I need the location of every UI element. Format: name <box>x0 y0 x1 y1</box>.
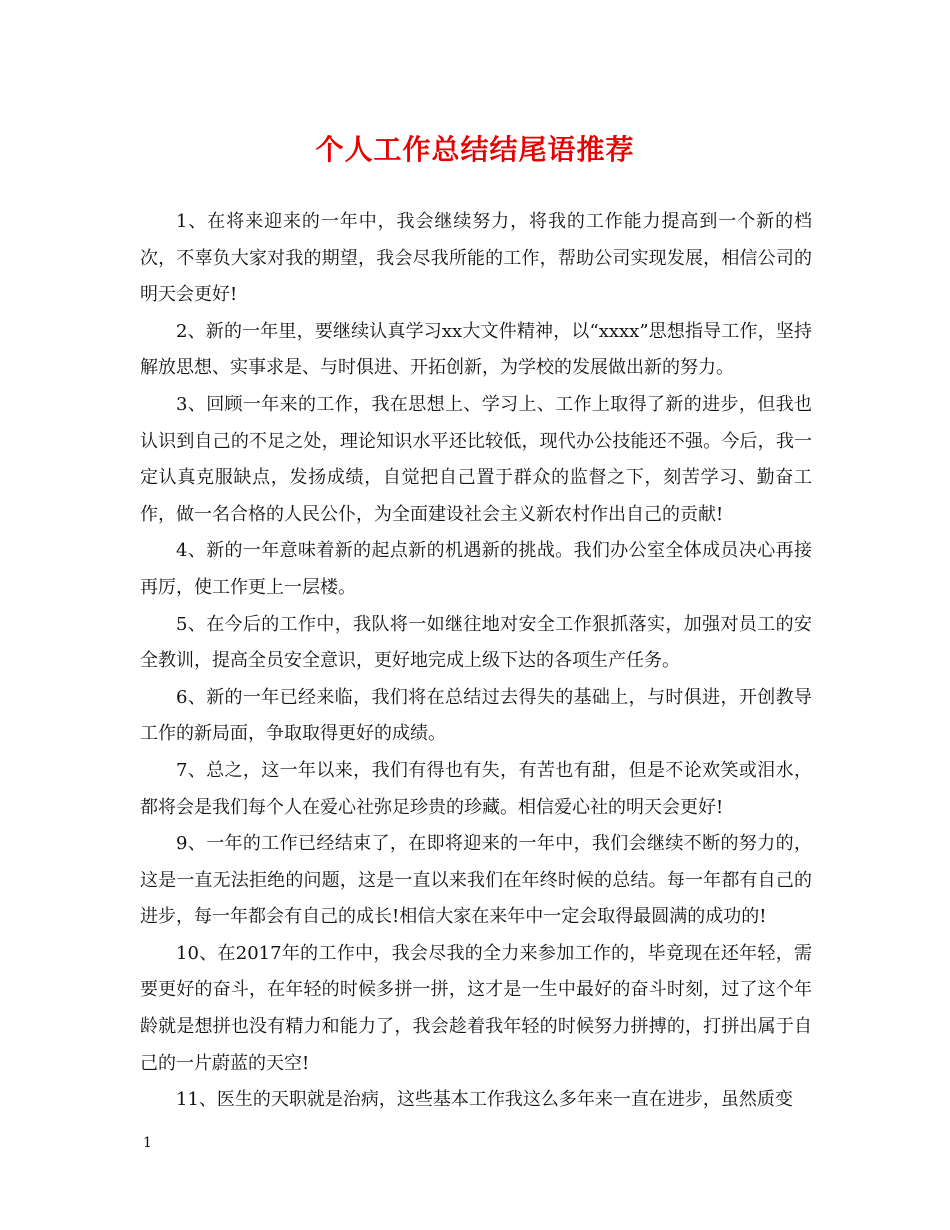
paragraph-2: 2、新的一年里，要继续认真学习xx大文件精神，以“xxxx”思想指导工作，坚持解放思想、实事求是、与时俱进、开拓创新，为学校的发展做出新的努力。 <box>140 320 812 379</box>
paragraph-11: 11、医生的天职就是治病，这些基本工作我这么多年来一直在进步，虽然质变 <box>176 1089 793 1111</box>
paragraph-3: 3、回顾一年来的工作，我在思想上、学习上、工作上取得了新的进步，但我也认识到自己的不足之处，理论知识水平还比较低，现代办公技能还不强。今后，我一定认真克服缺点，发扬成绩，自觉把自己置于群众的监督之下，刻苦学习、勤奋工作，做一名合格的人民公仆，为全面建设社会主义新农村作出自己的贡献! <box>140 393 812 525</box>
document-title: 个人工作总结结尾语推荐 <box>315 133 635 166</box>
paragraph-9: 9、一年的工作已经结束了，在即将迎来的一年中，我们会继续不断的努力的，这是一直无法拒绝的问题，这是一直以来我们在年终时候的总结。每一年都有自己的进步，每一年都会有自己的成长!相信大家在来年中一定会取得最圆满的成功的! <box>140 833 812 928</box>
paragraph-1: 1、在将来迎来的一年中，我会继续努力，将我的工作能力提高到一个新的档次，不辜负大家对我的期望，我会尽我所能的工作，帮助公司实现发展，相信公司的明天会更好! <box>140 211 812 306</box>
paragraph-4: 4、新的一年意味着新的起点新的机遇新的挑战。我们办公室全体成员决心再接再厉，使工作更上一层楼。 <box>140 540 812 598</box>
document-body <box>140 204 812 1119</box>
paragraph-7: 7、总之，这一年以来，我们有得也有失，有苦也有甜，但是不论欢笑或泪水，都将会是我们每个人在爱心社弥足珍贵的珍藏。相信爱心社的明天会更好! <box>140 759 812 818</box>
paragraph-6: 6、新的一年已经来临，我们将在总结过去得失的基础上，与时俱进，开创教导工作的新局面，争取取得更好的成绩。 <box>140 686 812 745</box>
page-number: 1 <box>143 1135 152 1151</box>
paragraph-10: 10、在2017年的工作中，我会尽我的全力来参加工作的，毕竟现在还年轻，需要更好的奋斗，在年轻的时候多拼一拼，这才是一生中最好的奋斗时刻，过了这个年龄就是想拼也没有精力和能力了，我会趁着我年轻的时候努力拼搏的，打拼出属于自己的一片蔚蓝的天空! <box>140 942 812 1074</box>
paragraph-5: 5、在今后的工作中，我队将一如继往地对安全工作狠抓落实，加强对员工的安全教训，提高全员安全意识，更好地完成上级下达的各项生产任务。 <box>140 613 812 672</box>
